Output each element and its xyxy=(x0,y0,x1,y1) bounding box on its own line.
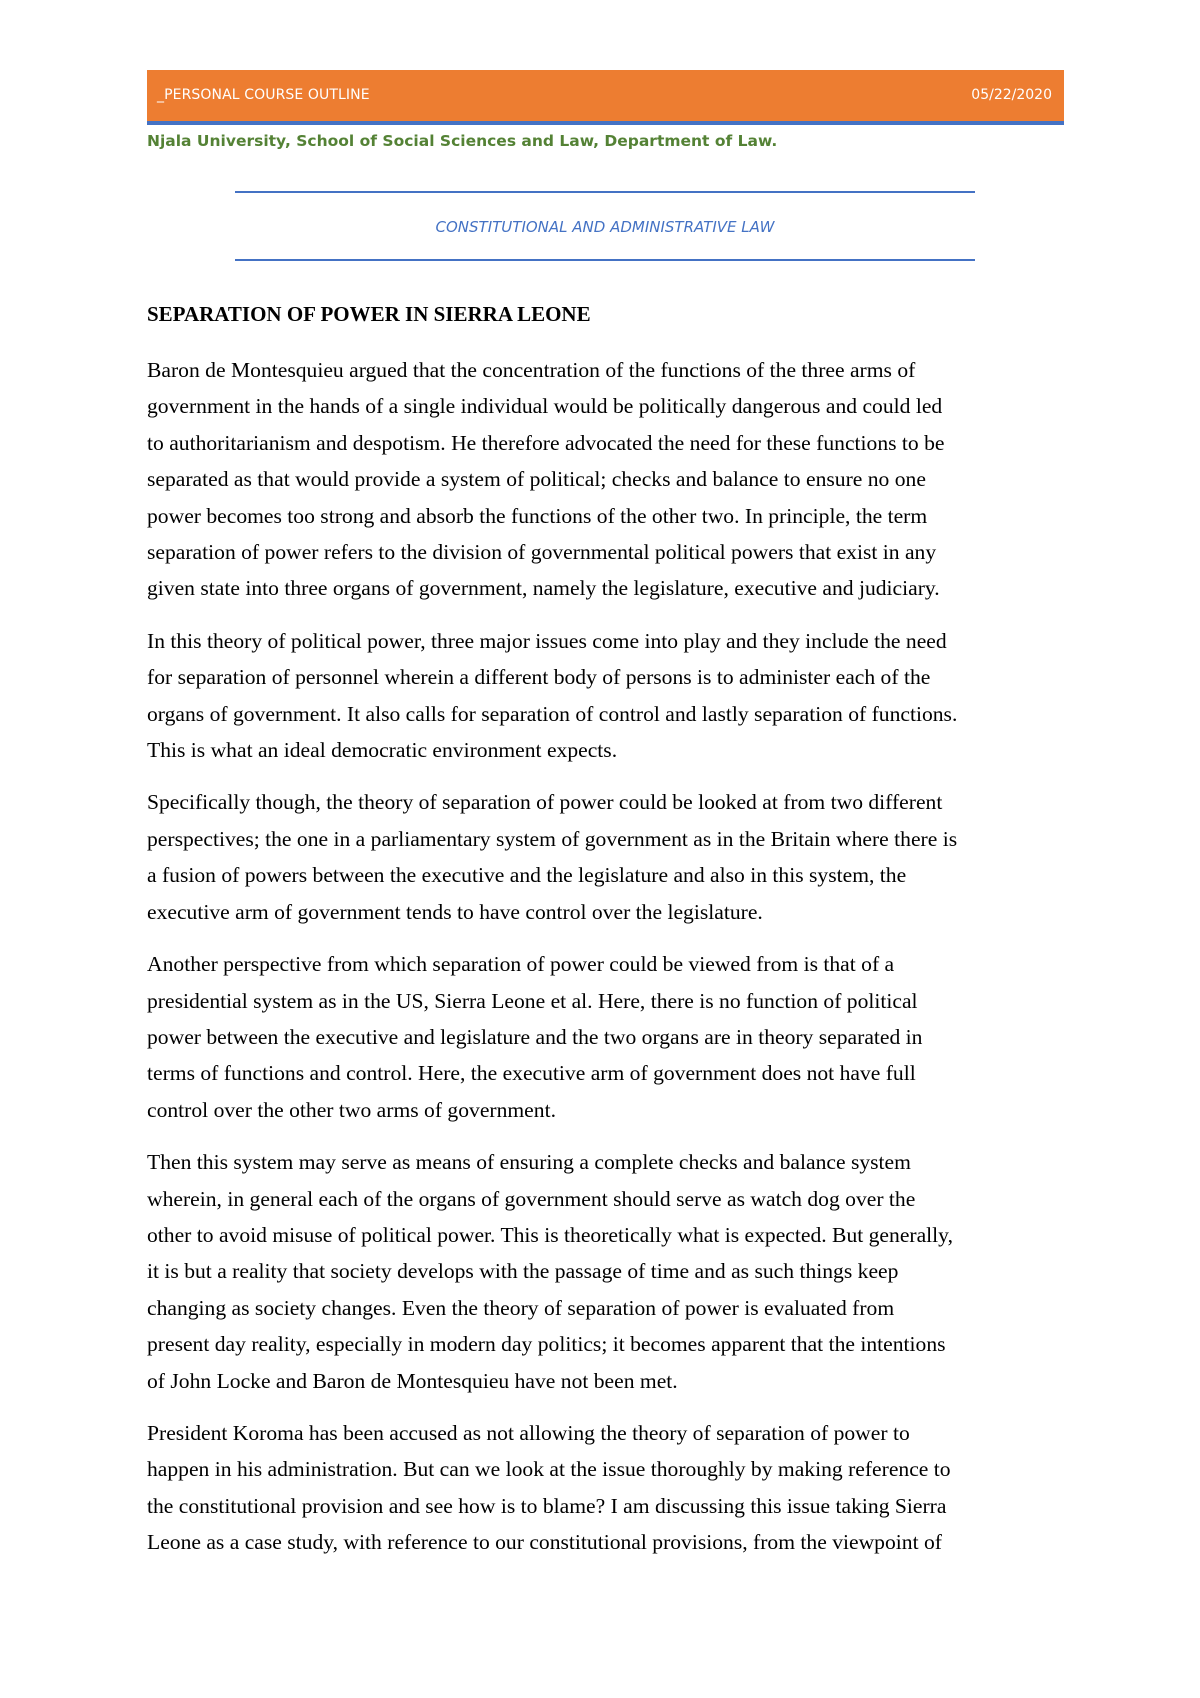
title-rule-top xyxy=(235,191,975,193)
paragraph-line: Baron de Montesquieu argued that the concentration of the functions of the three arms of xyxy=(147,358,916,382)
paragraph xyxy=(147,352,1067,607)
paragraph-line: power between the executive and legislature and the two organs are in theory separated in xyxy=(147,1024,923,1049)
paragraph-line: separated as that would provide a system of political; checks and balance to ensure no one xyxy=(147,467,926,492)
header-bar xyxy=(147,70,1064,125)
paragraph xyxy=(147,1144,1067,1399)
institution-line: Njala University, School of Social Sciences and Law, Department of Law. xyxy=(147,132,778,150)
paragraph-line: perspectives; the one in a parliamentary system of government as in the Britain where there is xyxy=(147,826,958,851)
paragraph-line: happen in his administration. But can we look at the issue thoroughly by making reference to xyxy=(147,1457,951,1482)
paragraph-line: organs of government. It also calls for separation of control and lastly separation of functions. xyxy=(147,701,958,726)
title-rule-bottom xyxy=(235,259,975,261)
paragraph-line: Then this system may serve as means of ensuring a complete checks and balance system xyxy=(147,1150,911,1175)
paragraph xyxy=(147,784,1067,930)
header-date: 05/22/2020 xyxy=(971,87,1052,103)
paragraph-line: Specifically though, the theory of separation of power could be looked at from two different xyxy=(147,790,943,815)
course-title: CONSTITUTIONAL AND ADMINISTRATIVE LAW xyxy=(435,218,775,236)
paragraph-line: the constitutional provision and see how is to blame? I am discussing this issue taking Sierra xyxy=(147,1493,947,1518)
paragraph-line: wherein, in general each of the organs of government should serve as watch dog over the xyxy=(147,1186,916,1211)
paragraph-line: power becomes too strong and absorb the functions of the other two. In principle, the term xyxy=(147,503,928,528)
paragraph-line: changing as society changes. Even the theory of separation of power is evaluated from xyxy=(147,1295,895,1320)
paragraph-line: executive arm of government tends to have control over the legislature. xyxy=(147,899,763,924)
paragraph-line: Another perspective from which separation of power could be viewed from is that of a xyxy=(147,952,895,977)
paragraph xyxy=(147,1415,1067,1561)
document-heading: SEPARATION OF POWER IN SIERRA LEONE xyxy=(147,302,591,326)
paragraph-line: This is what an ideal democratic environment expects. xyxy=(147,738,618,763)
header-title: _PERSONAL COURSE OUTLINE xyxy=(157,87,370,103)
paragraph-line: for separation of personnel wherein a different body of persons is to administer each of the xyxy=(147,665,931,690)
paragraph-line: terms of functions and control. Here, the executive arm of government does not have full xyxy=(147,1061,916,1086)
paragraph-line: of John Locke and Baron de Montesquieu have not been met. xyxy=(147,1368,678,1393)
paragraph-line: control over the other two arms of government. xyxy=(147,1097,556,1122)
paragraph-line: other to avoid misuse of political power. This is theoretically what is expected. But generally, xyxy=(147,1222,953,1247)
paragraph-line: Leone as a case study, with reference to our constitutional provisions, from the viewpoint of xyxy=(147,1530,942,1555)
paragraph-line: to authoritarianism and despotism. He therefore advocated the need for these functions to be xyxy=(147,430,945,455)
paragraph-line: President Koroma has been accused as not allowing the theory of separation of power to xyxy=(147,1420,910,1445)
paragraph-line: present day reality, especially in modern day politics; it becomes apparent that the intentions xyxy=(147,1332,946,1357)
body-text xyxy=(147,352,1067,1577)
paragraph-line: separation of power refers to the division of governmental political powers that exist in any xyxy=(147,540,937,565)
paragraph xyxy=(147,946,1067,1128)
paragraph-line: government in the hands of a single individual would be politically dangerous and could led xyxy=(147,394,943,419)
paragraph-line: a fusion of powers between the executive and the legislature and also in this system, the xyxy=(147,863,907,888)
paragraph-line: presidential system as in the US, Sierra Leone et al. Here, there is no function of political xyxy=(147,988,918,1013)
paragraph xyxy=(147,623,1067,769)
paragraph-line: given state into three organs of government, namely the legislature, executive and judiciary. xyxy=(147,576,940,601)
paragraph-line: it is but a reality that society develops with the passage of time and as such things keep xyxy=(147,1259,899,1284)
paragraph-line: In this theory of political power, three major issues come into play and they include the need xyxy=(147,628,947,653)
